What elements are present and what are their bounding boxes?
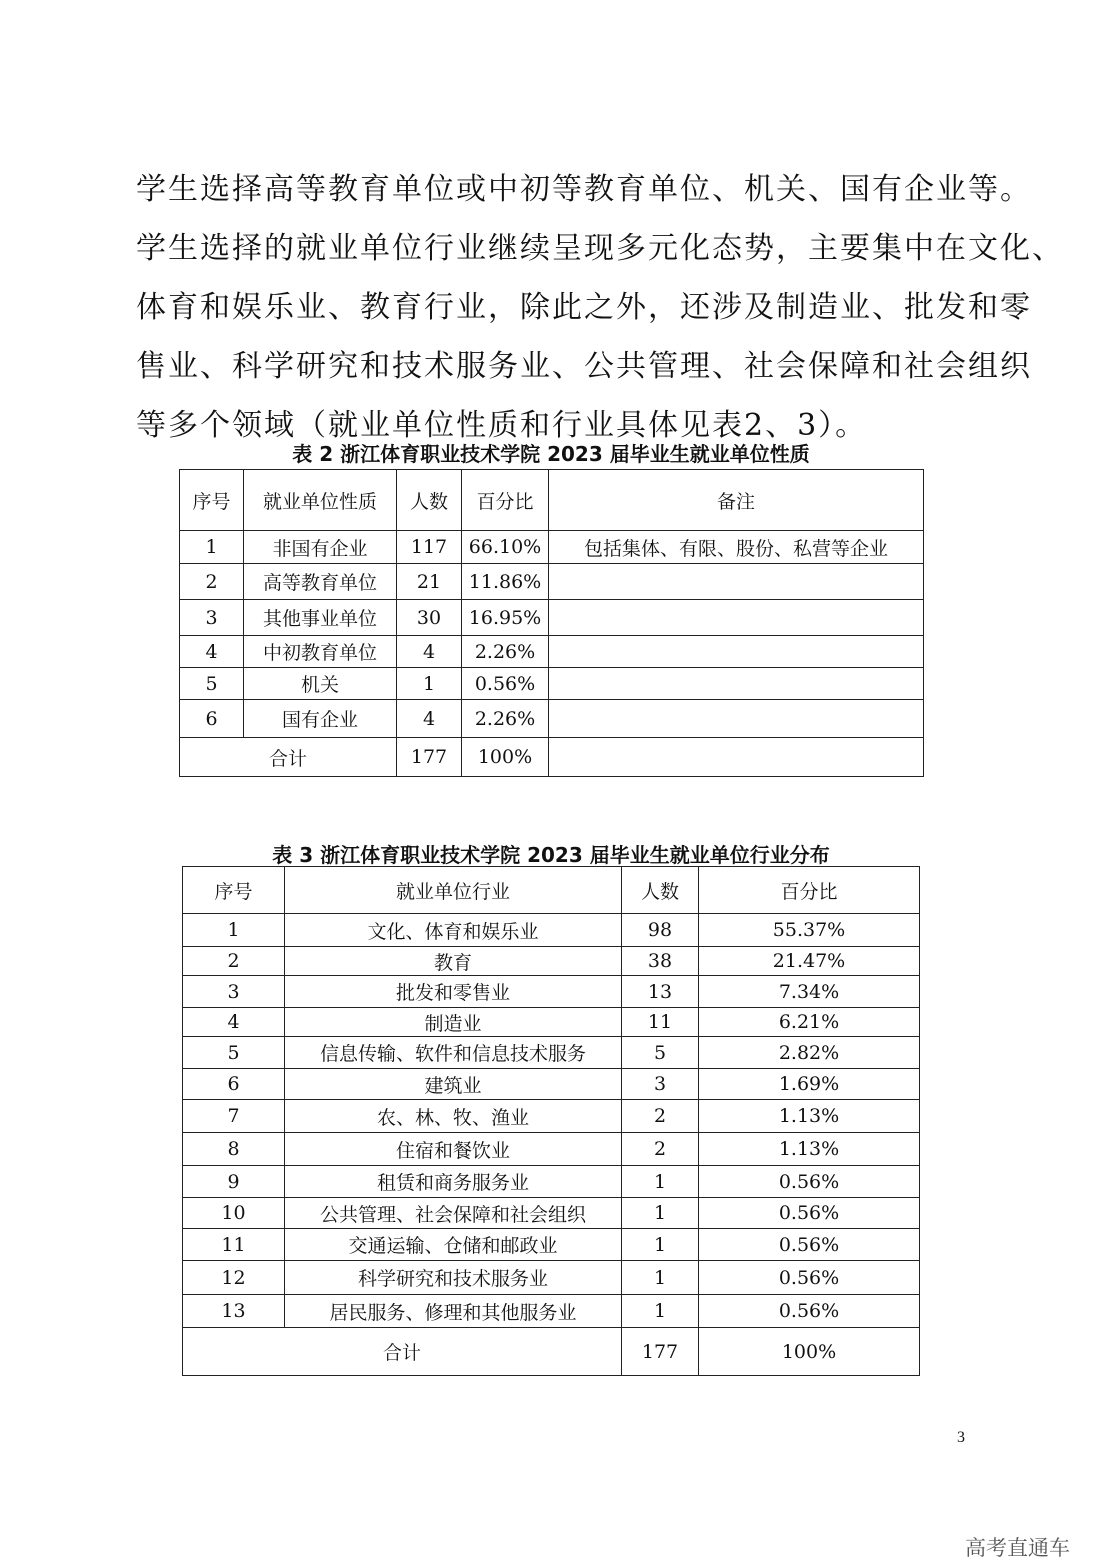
cell-index: 4 <box>180 636 244 668</box>
cell-industry: 批发和零售业 <box>285 976 622 1008</box>
table-total-row <box>183 1328 920 1376</box>
table-row <box>180 700 924 738</box>
cell-count: 3 <box>622 1069 699 1100</box>
cell-count: 11 <box>622 1008 699 1037</box>
cell-industry: 租赁和商务服务业 <box>285 1166 622 1198</box>
cell-count: 5 <box>622 1037 699 1069</box>
cell-count: 4 <box>397 636 462 668</box>
cell-percent: 55.37% <box>699 914 920 947</box>
cell-count: 1 <box>622 1295 699 1328</box>
total-count: 177 <box>397 738 462 777</box>
table-row <box>183 1037 920 1069</box>
header-remark: 备注 <box>549 470 924 531</box>
cell-index: 6 <box>183 1069 285 1100</box>
cell-index: 7 <box>183 1100 285 1133</box>
table-row <box>183 1166 920 1198</box>
table-row <box>183 947 920 976</box>
total-count: 177 <box>622 1328 699 1376</box>
cell-index: 5 <box>180 668 244 700</box>
table-row <box>183 1261 920 1295</box>
table-row <box>180 564 924 600</box>
cell-count: 38 <box>622 947 699 976</box>
cell-count: 98 <box>622 914 699 947</box>
table-row <box>183 1198 920 1229</box>
paragraph-line: 售业、科学研究和技术服务业、公共管理、社会保障和社会组织 <box>136 349 1032 384</box>
paragraph-line: 体育和娱乐业、教育行业，除此之外，还涉及制造业、批发和零 <box>136 290 1032 325</box>
cell-remark <box>549 668 924 700</box>
cell-percent: 1.13% <box>699 1133 920 1166</box>
cell-index: 13 <box>183 1295 285 1328</box>
cell-percent: 16.95% <box>462 600 549 636</box>
header-employer-type: 就业单位性质 <box>244 470 397 531</box>
cell-industry: 居民服务、修理和其他服务业 <box>285 1295 622 1328</box>
cell-count: 117 <box>397 531 462 564</box>
cell-count: 13 <box>622 976 699 1008</box>
cell-count: 21 <box>397 564 462 600</box>
cell-industry: 交通运输、仓储和邮政业 <box>285 1229 622 1261</box>
cell-count: 1 <box>397 668 462 700</box>
cell-count: 1 <box>622 1198 699 1229</box>
cell-index: 3 <box>180 600 244 636</box>
table-row <box>183 1008 920 1037</box>
total-percent: 100% <box>462 738 549 777</box>
header-industry: 就业单位行业 <box>285 867 622 914</box>
table-row <box>180 636 924 668</box>
cell-index: 5 <box>183 1037 285 1069</box>
cell-employer-type: 国有企业 <box>244 700 397 738</box>
cell-percent: 66.10% <box>462 531 549 564</box>
cell-percent: 7.34% <box>699 976 920 1008</box>
watermark: 高考直通车 <box>965 1536 1070 1560</box>
paragraph-line: 学生选择的就业单位行业继续呈现多元化态势，主要集中在文化、 <box>136 231 1064 266</box>
header-percent: 百分比 <box>462 470 549 531</box>
cell-remark: 包括集体、有限、股份、私营等企业 <box>549 531 924 564</box>
cell-index: 12 <box>183 1261 285 1295</box>
cell-count: 2 <box>622 1133 699 1166</box>
cell-percent: 0.56% <box>462 668 549 700</box>
cell-index: 3 <box>183 976 285 1008</box>
total-label: 合计 <box>183 1328 622 1376</box>
cell-index: 1 <box>183 914 285 947</box>
cell-percent: 21.47% <box>699 947 920 976</box>
table-row <box>183 1295 920 1328</box>
body-paragraph <box>136 160 1064 455</box>
cell-industry: 教育 <box>285 947 622 976</box>
total-percent: 100% <box>699 1328 920 1376</box>
cell-count: 2 <box>622 1100 699 1133</box>
table2-caption: 表 2 浙江体育职业技术学院 2023 届毕业生就业单位性质 <box>292 442 810 466</box>
employer-type-table <box>179 469 924 777</box>
header-index: 序号 <box>180 470 244 531</box>
cell-industry: 农、林、牧、渔业 <box>285 1100 622 1133</box>
table-row <box>183 1229 920 1261</box>
table-row <box>183 914 920 947</box>
header-percent: 百分比 <box>699 867 920 914</box>
cell-index: 11 <box>183 1229 285 1261</box>
cell-industry: 公共管理、社会保障和社会组织 <box>285 1198 622 1229</box>
cell-index: 9 <box>183 1166 285 1198</box>
table-row <box>180 668 924 700</box>
cell-employer-type: 机关 <box>244 668 397 700</box>
table-row <box>183 1069 920 1100</box>
cell-employer-type: 高等教育单位 <box>244 564 397 600</box>
cell-count: 30 <box>397 600 462 636</box>
cell-industry: 住宿和餐饮业 <box>285 1133 622 1166</box>
paragraph-line: 学生选择高等教育单位或中初等教育单位、机关、国有企业等。 <box>136 172 1032 207</box>
cell-index: 10 <box>183 1198 285 1229</box>
cell-remark <box>549 700 924 738</box>
table3-caption: 表 3 浙江体育职业技术学院 2023 届毕业生就业单位行业分布 <box>272 843 830 867</box>
cell-percent: 11.86% <box>462 564 549 600</box>
cell-remark <box>549 564 924 600</box>
table-row <box>183 976 920 1008</box>
table-header-row <box>183 867 920 914</box>
cell-percent: 0.56% <box>699 1166 920 1198</box>
cell-percent: 1.69% <box>699 1069 920 1100</box>
paragraph-line: 等多个领域（就业单位性质和行业具体见表2、3）。 <box>136 408 868 443</box>
cell-index: 1 <box>180 531 244 564</box>
cell-count: 1 <box>622 1166 699 1198</box>
cell-industry: 建筑业 <box>285 1069 622 1100</box>
table-total-row <box>180 738 924 777</box>
cell-percent: 2.26% <box>462 700 549 738</box>
cell-industry: 文化、体育和娱乐业 <box>285 914 622 947</box>
table-row <box>180 600 924 636</box>
cell-index: 2 <box>183 947 285 976</box>
cell-index: 6 <box>180 700 244 738</box>
cell-industry: 科学研究和技术服务业 <box>285 1261 622 1295</box>
header-count: 人数 <box>622 867 699 914</box>
cell-remark <box>549 600 924 636</box>
cell-employer-type: 其他事业单位 <box>244 600 397 636</box>
cell-index: 2 <box>180 564 244 600</box>
cell-percent: 0.56% <box>699 1261 920 1295</box>
table-row <box>183 1100 920 1133</box>
cell-percent: 0.56% <box>699 1198 920 1229</box>
cell-percent: 2.26% <box>462 636 549 668</box>
cell-percent: 2.82% <box>699 1037 920 1069</box>
table-row <box>180 531 924 564</box>
industry-distribution-table <box>182 866 920 1376</box>
page-number: 3 <box>957 1429 965 1446</box>
cell-percent: 6.21% <box>699 1008 920 1037</box>
cell-percent: 0.56% <box>699 1295 920 1328</box>
cell-index: 8 <box>183 1133 285 1166</box>
cell-remark <box>549 738 924 777</box>
cell-industry: 制造业 <box>285 1008 622 1037</box>
cell-employer-type: 中初教育单位 <box>244 636 397 668</box>
cell-percent: 1.13% <box>699 1100 920 1133</box>
table-header-row <box>180 470 924 531</box>
total-label: 合计 <box>180 738 397 777</box>
cell-count: 1 <box>622 1261 699 1295</box>
cell-index: 4 <box>183 1008 285 1037</box>
cell-count: 4 <box>397 700 462 738</box>
table-row <box>183 1133 920 1166</box>
cell-employer-type: 非国有企业 <box>244 531 397 564</box>
cell-count: 1 <box>622 1229 699 1261</box>
cell-remark <box>549 636 924 668</box>
header-count: 人数 <box>397 470 462 531</box>
header-index: 序号 <box>183 867 285 914</box>
cell-industry: 信息传输、软件和信息技术服务 <box>285 1037 622 1069</box>
cell-percent: 0.56% <box>699 1229 920 1261</box>
